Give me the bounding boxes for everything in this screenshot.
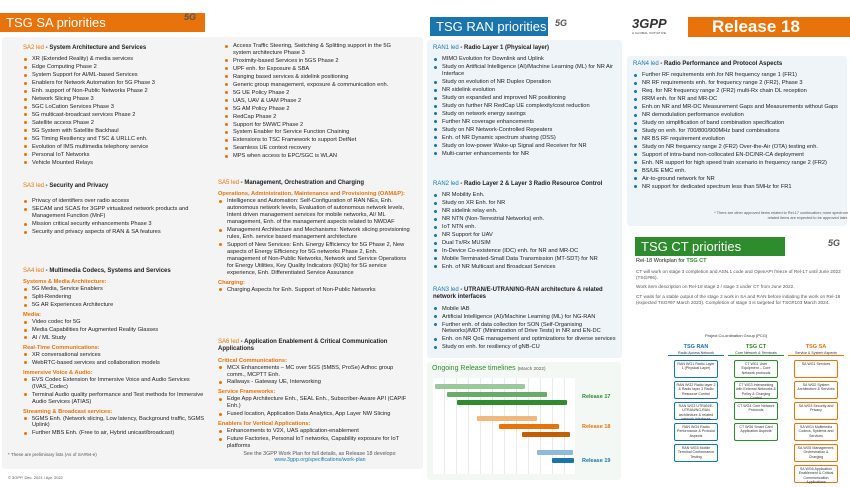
sa4-section (17, 263, 215, 445)
sa-header (0, 13, 205, 32)
group-label: Media: (23, 312, 42, 319)
org-box: RAN WG1 Radio Layer 1 (Physical Layer) (674, 360, 718, 378)
sa6-section (212, 334, 418, 450)
list-item: XR (Extended Reality) & media services (23, 56, 209, 63)
org-box: RAN WG5 Mobile Terminal Conformance Testing (674, 444, 718, 462)
ran3-section (427, 282, 624, 358)
sa3-lead: SA3 led (23, 183, 45, 189)
list-item: Security and privacy aspects of RAN & SA features (23, 229, 209, 236)
group-list (23, 352, 209, 367)
list-item: MCX Enhancements – MC over 5GS (5MBS, ProSe) Adhoc group comm., MCPTT Enh. (218, 365, 412, 379)
list-item: Further enh. of data collection for SON (Self-Organising Networks)/MDT (Minimization of Drive Tests) in NR and EN-DC (433, 322, 618, 336)
ct-paras (636, 269, 846, 306)
list-item: Future Factories, Personal IoT networks, Capability exposure for IoT platforms (218, 436, 412, 450)
list-item: NR sidelink relay enh. (433, 208, 618, 215)
release-18-label: Release 18 (582, 424, 611, 430)
list-item: Study on expanded and improved NR positioning (433, 95, 618, 102)
list-item: Enh. of NR Multicast and Broadcast Services (433, 264, 618, 271)
group-label: Operations, Administration, Maintenance and Provisioning (OAM&P): (218, 191, 405, 198)
ct-title: TSG CT priorities (641, 238, 742, 254)
sa4-title: - Multimedia Codecs, Systems and Services (44, 268, 171, 274)
copyright: © 3GPP, Dec. 2021 / Apr. 2022 (8, 475, 63, 480)
list-item: Access Traffic Steering, Switching & Splitting support in the 5G system architecture Phase 3 (224, 43, 410, 57)
list-item: Support of New Services: Enh. Energy Efficiency for 5G Phase 2, New aspects of Energy Efficiency for 5G networks Phase 2, Enh. management of Non-Public Networks, Network and Service Operations for Energy Utilities, Key Quality Indicators (KQIs) for 5G service experience, Enh. Differentiated Service Assurance (218, 242, 412, 277)
ct-workplan-label: Rel-18 Workplan for (636, 258, 685, 264)
list-item: Extensions to TSC Framework to support DetNet (224, 137, 410, 144)
list-item: 5GC LoCation Services Phase 3 (23, 104, 209, 111)
list-item: Enablers for Network Automation for 5G Phase 3 (23, 80, 209, 87)
list-item: Study on XR Enh. for NR (433, 200, 618, 207)
list-item: IoT NTN enh. (433, 224, 618, 231)
group-list (218, 287, 412, 294)
rel19-bar-2 (552, 458, 574, 463)
5g-logo-ran: 5G (555, 18, 568, 28)
list-item: Mobile IAB (433, 306, 618, 313)
list-item: SECAM and SCAS for 3GPP virtualized network products and Management Function (MnF) (23, 206, 209, 220)
sa-title: TSG SA priorities (6, 14, 106, 30)
list-item: Enh. NR support for high speed train scenario in frequency range 2 (FR2) (633, 160, 843, 167)
group-label: Systems & Media Architecture: (23, 279, 107, 286)
list-item: Vehicle Mounted Relays (23, 160, 209, 167)
list-item: Edge Computing Phase 2 (23, 64, 209, 71)
ran4-list (633, 72, 843, 190)
list-item: Network Slicing Phase 3 (23, 96, 209, 103)
list-item: NR NTN (Non-Terrestrial Networks) enh. (433, 216, 618, 223)
sa3-title: - Security and Privacy (44, 183, 109, 189)
timeline-panel (427, 362, 621, 480)
sa3-section (17, 178, 215, 262)
list-item: Seamless UE context recovery (224, 145, 410, 152)
ct-paragraph: CT waits for a stable output of the stage 2 work in SA and RAN before initiating the work on Rel-18 (expected TSG#97 March 2023). Completion of stage 3 is targeted for TSG#103 March 2024. (636, 294, 841, 306)
ran4-note: * There are other approved items related to Rel-17 continuation; more spectrum related items are expected to be approved later. (714, 211, 848, 220)
brand-logo (632, 16, 667, 36)
ran4-title: - Radio Performance and Protocol Aspects (658, 61, 783, 67)
list-item: Enh. support of Non-Public Networks Phase 2 (23, 88, 209, 95)
list-item: NR Support for UAV (433, 232, 618, 239)
brand-sub: A GLOBAL INITIATIVE (632, 30, 667, 35)
group-list (218, 428, 412, 450)
list-item: NR sidelink evolution (433, 87, 618, 94)
list-item: Study on further NR RedCap UE complexity/cost reduction (433, 103, 618, 110)
list-item: NR Mobility Enh. (433, 192, 618, 199)
list-item: System Enabler for Service Function Chaining (224, 129, 410, 136)
ran2-list (433, 192, 618, 271)
rel17-bar-2 (447, 392, 547, 397)
list-item: Fused location, Application Data Analytics, App Layer NW Slicing (218, 411, 412, 418)
list-item: Mission critical security enhancements Phase 3 (23, 221, 209, 228)
list-item: Multi-carrier enhancements for NR (433, 151, 618, 158)
list-item: 5G Media, Service Enablers (23, 286, 209, 293)
sa2b-list (224, 43, 410, 160)
list-item: Further RF requirements enh.for NR frequency range 1 (FR1) (633, 72, 843, 79)
list-item: Edge App Architecture Enh., SEAL Enh., Subscriber-Aware API (CAPIF Enh.) (218, 396, 412, 410)
timeline-title: Ongoing Release timelines (432, 365, 516, 372)
list-item: Enh. on NR QoE management and optimizations for diverse services (433, 336, 618, 343)
list-item: Management Architecture and Mechanisms: Network slicing provisioning rules, Enh. service based management architecture (218, 227, 412, 241)
sa5-title: - Management, Orchestration and Charging (239, 180, 365, 186)
list-item: Study on NR Network-Controlled Repeaters (433, 127, 618, 134)
list-item: 5G multicast-broadcast services Phase 2 (23, 112, 209, 119)
ct-workplan-tsg: TSG CT (686, 258, 707, 264)
workplan-text: See the 3GPP Work Plan for full details, as Release 18 develops: (243, 451, 397, 457)
list-item: Ranging based services & sidelink positioning (224, 74, 410, 81)
rel19-bar-1 (537, 450, 573, 455)
rel17-bar-1 (435, 384, 525, 389)
list-item: 5G AR Experiences Architecture (23, 302, 209, 309)
sa5-groups (218, 191, 412, 293)
list-item: Generic group management, exposure & communication enh. (224, 82, 410, 89)
5g-logo-ct: 5G (828, 238, 841, 248)
list-item: Study on network energy savings (433, 111, 618, 118)
list-item: 5G UE Policy Phase 2 (224, 90, 410, 97)
list-item: Charging Aspects for Enh. Support of Non-Public Networks (218, 287, 412, 294)
ct-paragraph: Work item description on Rel-18 stage 2 / stage 3 under CT from June 2022. (636, 284, 795, 290)
list-item: Split-Rendering (23, 294, 209, 301)
ran4-lead: RAN4 led (633, 61, 659, 67)
release-title: Release 18 (712, 16, 800, 36)
org-col-sub: Core Network & Terminals (728, 351, 784, 356)
group-list (218, 396, 412, 418)
timeline-date: (March 2022) (517, 366, 546, 371)
group-list (218, 198, 412, 276)
ran3-list (433, 306, 618, 352)
list-item: Privacy of identifiers over radio access (23, 198, 209, 205)
sa2-list (23, 56, 209, 166)
list-item: NR demodulation performance evolution (633, 112, 843, 119)
ran2-section (427, 176, 624, 280)
list-item: Further MBS Enh. (Free to air, Hybrid unicast/broadcast) (23, 430, 209, 437)
list-item: Study on low-power Wake-up Signal and Receiver for NR (433, 143, 618, 150)
ran1-lead: RAN1 led (433, 45, 459, 51)
group-label: Enablers for Vertical Applications: (218, 421, 311, 428)
list-item: Personal IoT Networks (23, 152, 209, 159)
org-col-sub: Radio Access Network (668, 351, 724, 356)
ran4-section (627, 56, 849, 226)
org-box: CT WG4 Core Network Protocols (734, 402, 778, 420)
list-item: MIMO Evolution for Downlink and Uplink (433, 56, 618, 63)
ct-header (635, 237, 785, 256)
list-item: NR RF requirements enh. for frequency range 2 (FR2), Phase 3 (633, 80, 843, 87)
list-item: MPS when access to EPC/SGC is WLAN (224, 153, 410, 160)
rel18-bar-2 (499, 424, 559, 429)
list-item: UAS, UAV & UAM Phase 2 (224, 98, 410, 105)
group-label: Service Frameworks: (218, 389, 276, 396)
workplan-note (220, 451, 420, 464)
group-list (218, 365, 412, 387)
sa5-lead: SA5 led (218, 180, 240, 186)
org-chart (668, 344, 850, 484)
list-item: NR support for dedicated spectrum less than 5MHz for FR1 (633, 184, 843, 191)
list-item: Support for 5WWC Phase 2 (224, 122, 410, 129)
list-item: Study on Artificial Intelligence (AI)/Machine Learning (ML) for NR Air Interface (433, 64, 618, 78)
org-box: SA WG1 Services (794, 360, 838, 378)
org-col-header: TSG RAN (683, 344, 709, 350)
list-item: Satellite access Phase 2 (23, 120, 209, 127)
list-item: Media Capabilities for Augmented Reality Glasses (23, 327, 209, 334)
list-item: 5G Timing Resiliency and TSC & URLLC enh. (23, 136, 209, 143)
list-item: Further NR coverage enhancements (433, 119, 618, 126)
list-item: Enhancements to V2X, UAS application-enablement (218, 428, 412, 435)
list-item: RedCap Phase 2 (224, 114, 410, 121)
list-item: WebRTC-based services and collaboration models (23, 360, 209, 367)
sa-footnote: * These are preliminary lists (As of SA#94-e) (8, 452, 97, 457)
org-box: SA WG3 Security and Privacy (794, 402, 838, 420)
release-header (688, 17, 850, 37)
list-item: Artificial Intelligence (AI)/Machine Learning (ML) for NG-RAN (433, 314, 618, 321)
list-item: Video codec for 5G (23, 319, 209, 326)
group-list (23, 416, 209, 438)
list-item: Intelligence and Automation: Self-Configuration of RAN NEs, Enh. autonomous network levels, Evaluation of autonomous network levels, Intent driven management services for mobile networks, AI/ ML management, Enh. of the management aspects related to NWDAF (218, 198, 412, 226)
list-item: Proximity-based Services in 5GS Phase 2 (224, 58, 410, 65)
5g-logo: 5G (184, 12, 197, 22)
list-item: Mobile Terminated-Small Data Transmission (MT-SDT) for NR (433, 256, 618, 263)
list-item: Evolution of IMS multimedia telephony service (23, 144, 209, 151)
list-item: NR BS RF requirement evolution (633, 136, 843, 143)
ct-content (636, 258, 846, 310)
sa2-lead: SA2 led (23, 45, 45, 51)
list-item: Study on evolution of NR Duplex Operation (433, 79, 618, 86)
list-item: Support of intra-band non-collocated EN-DC/NR-CA deployment (633, 152, 843, 159)
group-list (23, 286, 209, 309)
list-item: 5G AM Policy Phase 2 (224, 106, 410, 113)
sa6-title: - Application Enablement & Critical Communication Applications (218, 339, 388, 353)
sa6-lead: SA6 led (218, 339, 240, 345)
org-box: RAN WG3 UTRAN/E-UTRAN/NG-RAN architecture & related network interfaces (674, 402, 718, 420)
list-item: Air-to-ground network for NR (633, 176, 843, 183)
rel18-bar-1 (477, 416, 537, 421)
group-list (23, 377, 209, 406)
org-box: CT WG1 User Equipment – Core Network protocols (734, 360, 778, 378)
rel17-bar-3 (457, 400, 567, 405)
list-item: Req. for NR frequency range 2 (FR2) multi-Rx chain DL reception (633, 88, 843, 95)
list-item: 5G System with Satellite Backhaul (23, 128, 209, 135)
sa5-section (212, 175, 418, 335)
list-item: XR conversational services (23, 352, 209, 359)
list-item: RRM enh. for NR and MR-DC (633, 96, 843, 103)
org-box: CT WG3 Interworking with External Networks & Policy & Charging Control (734, 381, 778, 399)
group-label: Immersive Voice & Audio: (23, 369, 93, 376)
pcg-title: Project Co-ordination Group (PCG) (705, 333, 768, 338)
list-item: BS/UE EMC enh. (633, 168, 843, 175)
list-item: Study on simplification of band combination specification (633, 120, 843, 127)
brand-name: 3GPP (632, 16, 667, 31)
org-box: CT WG6 Smart Card Application Aspects (734, 423, 778, 441)
ran2-title: - Radio Layer 2 & Layer 3 Radio Resource Control (458, 181, 603, 187)
ran1-title: - Radio Layer 1 (Physical layer) (458, 45, 550, 51)
list-item: Study on enh. for 700/800/900MHz band combinations (633, 128, 843, 135)
release-19-label: Release 19 (582, 458, 611, 464)
list-item: System Support for AI/ML-based Services (23, 72, 209, 79)
list-item: Study on NR frequency range 2 (FR2) Over-the-Air (OTA) testing enh. (633, 144, 843, 151)
org-box: SA WG4 Multimedia Codecs, Systems and Services (794, 423, 838, 441)
org-box: SA WG5 Management, Orchestration & Charging (794, 444, 838, 462)
ran-header (430, 17, 548, 36)
list-item: EVS Codec Extension for Immersive Voice and Audio Services (IVAS_Codec) (23, 377, 209, 391)
list-item: Railways - Gateway UE, Interworking (218, 379, 412, 386)
group-list (23, 319, 209, 342)
ran3-title: - UTRAN/E-UTRAN/NG-RAN architecture & related network interfaces (433, 287, 603, 301)
org-col-sub: Service & System Aspects (788, 351, 844, 356)
list-item: In-Device Co-existence (IDC) enh. for NR and MR-DC (433, 248, 618, 255)
sa2-title: - System Architecture and Services (44, 45, 147, 51)
ran3-lead: RAN3 led (433, 287, 459, 293)
sa6-groups (218, 358, 412, 450)
ran1-list (433, 56, 618, 157)
ran1-section (427, 40, 624, 176)
ct-paragraph: CT will work on stage 3 completion and ASN.1 code and OpenAPI freeze of Rel-17 until June 2022 (TSG#96). (636, 268, 841, 280)
group-label: Streaming & Broadcast services: (23, 408, 113, 415)
ran-title: TSG RAN priorities (436, 18, 547, 34)
workplan-link[interactable]: www.3gpp.org/specifications/work-plan (274, 457, 366, 464)
org-box: RAN WG2 Radio layer 2 & Radio layer 3 Radio Resource Control (674, 381, 718, 399)
list-item: Study on enh. for resiliency of gNB-CU (433, 344, 618, 351)
list-item: Dual Tx/Rx MUSIM (433, 240, 618, 247)
ran2-lead: RAN2 led (433, 181, 459, 187)
list-item: AI / ML Study (23, 335, 209, 342)
group-label: Charging: (218, 279, 245, 286)
list-item: UPF enh. for Exposure & SBA (224, 66, 410, 73)
org-col-header: TSG SA (805, 344, 827, 350)
list-item: Terminal Audio quality performance and Test methods for Immersive Audio Services (ATIAS) (23, 392, 209, 406)
group-label: Critical Communications: (218, 357, 287, 364)
org-box: SA WG2 System Architecture & Services (794, 381, 838, 399)
list-item: Enh. of NR Dynamic spectrum sharing (DSS) (433, 135, 618, 142)
org-col-header: TSG CT (745, 344, 767, 350)
sa4-groups (23, 279, 209, 437)
sa2-section (17, 40, 215, 200)
org-box: RAN WG4 Radio Performance & Protocol Aspects (674, 423, 718, 441)
rel18-bar-3 (522, 432, 570, 437)
list-item: Enh.on NR and MR-DC Measurement Gaps and Measurements without Gaps (633, 104, 843, 111)
sa3-list (23, 198, 209, 236)
org-box: SA WG6 Application Enablement & Critical Communication Applications (794, 465, 838, 483)
sa4-lead: SA4 led (23, 268, 45, 274)
release-17-label: Release 17 (582, 394, 611, 400)
group-label: Real-Time Communications: (23, 344, 100, 351)
list-item: 5GMS Enh. (Network slicing, Low latency, Background traffic, 5GMS Uplink) (23, 416, 209, 430)
